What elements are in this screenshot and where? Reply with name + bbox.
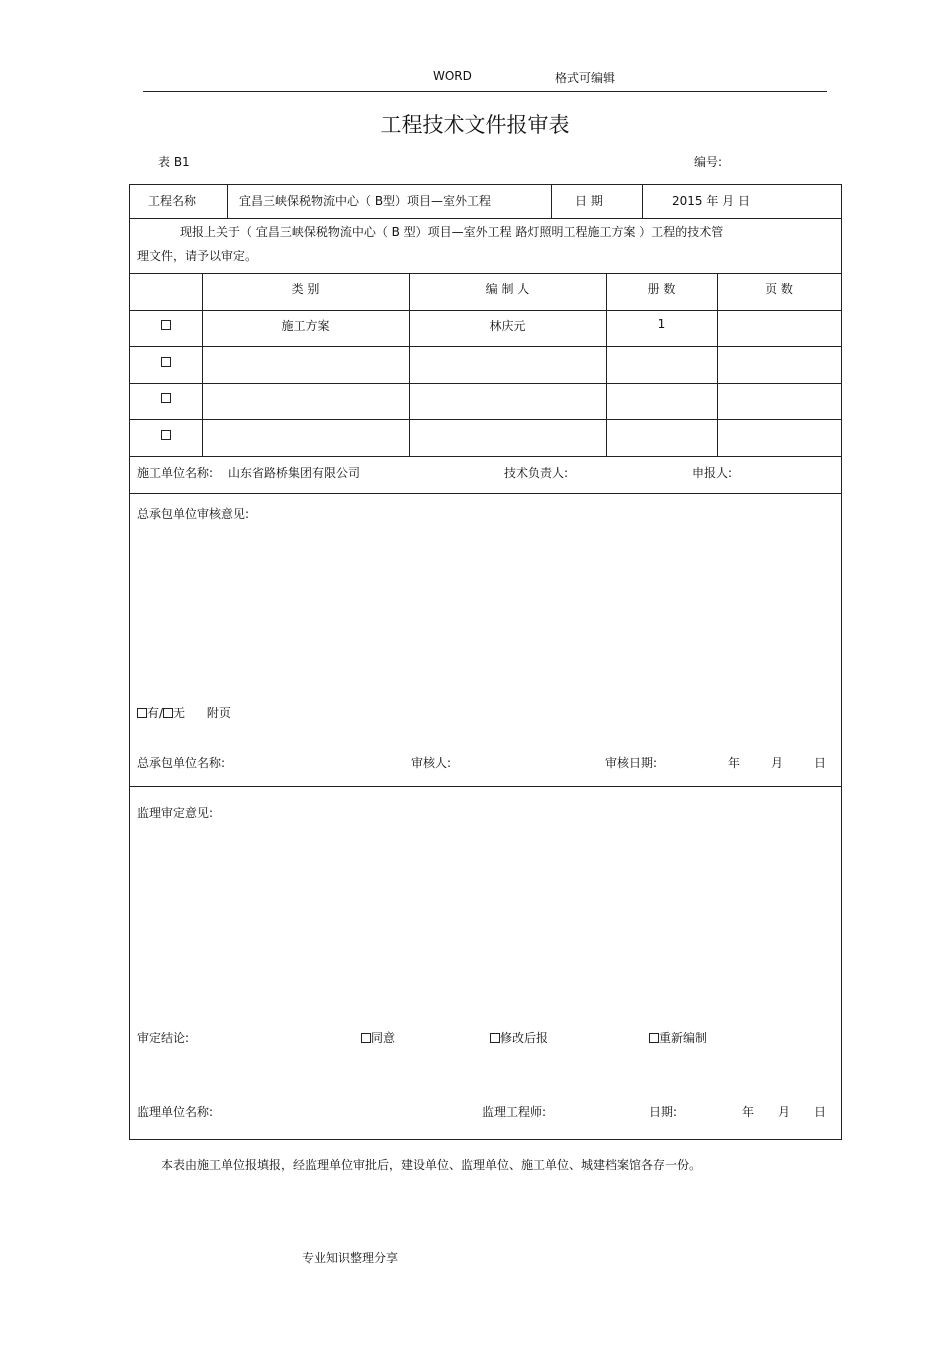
none-label: 无 [173,706,186,720]
sup-month: 月 [778,1105,791,1119]
gc-review-date-label: 审核日期: [605,756,658,770]
has-checkbox[interactable] [137,708,147,718]
row-divider [130,493,841,494]
has-label: 有/ [147,706,164,720]
row-divider [130,383,841,384]
row-divider [130,273,841,274]
contractor-unit-value: 山东省路桥集团有限公司 [228,466,361,480]
row-volumes: 1 [657,317,666,331]
row-author: 林庆元 [489,319,526,333]
gc-opinion-label: 总承包单位审核意见: [137,507,250,521]
supervision-unit-label: 监理单位名称: [137,1105,214,1119]
row-divider [130,346,841,347]
engineer-label: 监理工程师: [482,1105,547,1119]
option-agree[interactable] [361,1029,395,1046]
redo-label: 重新编制 [659,1031,708,1045]
col-divider [551,185,552,218]
row-checkbox[interactable] [130,391,202,405]
header-author: 编 制 人 [485,282,530,296]
gc-year: 年 [728,756,741,770]
row-checkbox[interactable] [130,428,202,442]
revise-checkbox[interactable] [490,1033,500,1043]
col-divider [227,185,228,218]
attachment-label: 附页 [206,706,231,720]
applicant-label: 申报人: [692,466,733,480]
conclusion-label: 审定结论: [137,1031,190,1045]
row-divider [130,218,841,219]
col-divider [202,273,203,456]
sup-year: 年 [742,1105,755,1119]
header-category: 类 别 [291,282,320,296]
date-value: 2015 年 月 日 [672,194,750,208]
option-revise[interactable] [490,1029,548,1046]
redo-checkbox[interactable] [649,1033,659,1043]
header-pages: 页 数 [765,282,793,296]
intro-line-1: 现报上关于（ 宜昌三峡保税物流中心（ B 型）项目—室外工程 路灯照明工程施工方案 ）工程的技术管 [180,225,724,239]
serial-label: 编号: [694,155,723,169]
header-editable: 格式可编辑 [555,71,616,85]
revise-label: 修改后报 [500,1031,549,1045]
contractor-unit-label: 施工单位名称: [137,466,214,480]
none-checkbox[interactable] [163,708,173,718]
row-divider [130,456,841,457]
gc-month: 月 [771,756,784,770]
page-title: 工程技术文件报审表 [380,113,570,137]
form-number: 表 B1 [158,155,190,169]
col-divider [717,273,718,456]
agree-checkbox[interactable] [361,1033,371,1043]
col-divider [642,185,643,218]
attachment-row [137,704,231,721]
project-name-label: 工程名称 [148,194,197,208]
row-checkbox[interactable] [130,318,202,332]
form-table [129,184,842,1140]
agree-label: 同意 [371,1031,396,1045]
col-divider [606,273,607,456]
footer: 专业知识整理分享 [302,1251,399,1265]
row-divider [130,310,841,311]
date-label: 日 期 [575,194,603,208]
col-divider [409,273,410,456]
gc-reviewer-label: 审核人: [411,756,452,770]
footnote: 本表由施工单位报填报，经监理单位审批后，建设单位、监理单位、施工单位、城建档案馆各存一份。 [161,1158,702,1172]
supervision-opinion-label: 监理审定意见: [137,806,214,820]
gc-day: 日 [814,756,827,770]
sup-date-label: 日期: [649,1105,678,1119]
option-redo[interactable] [649,1029,707,1046]
header-divider [143,91,827,92]
header-volumes: 册 数 [647,282,676,296]
row-category: 施工方案 [281,319,330,333]
project-name-value: 宜昌三峡保税物流中心（ B型）项目—室外工程 [239,194,492,208]
sup-day: 日 [814,1105,827,1119]
section-divider [130,786,841,787]
row-checkbox[interactable] [130,355,202,369]
tech-lead-label: 技术负责人: [504,466,569,480]
row-divider [130,419,841,420]
intro-line-2: 理文件，请予以审定。 [137,249,258,263]
gc-name-label: 总承包单位名称: [137,756,226,770]
header-word: WORD [433,69,472,83]
